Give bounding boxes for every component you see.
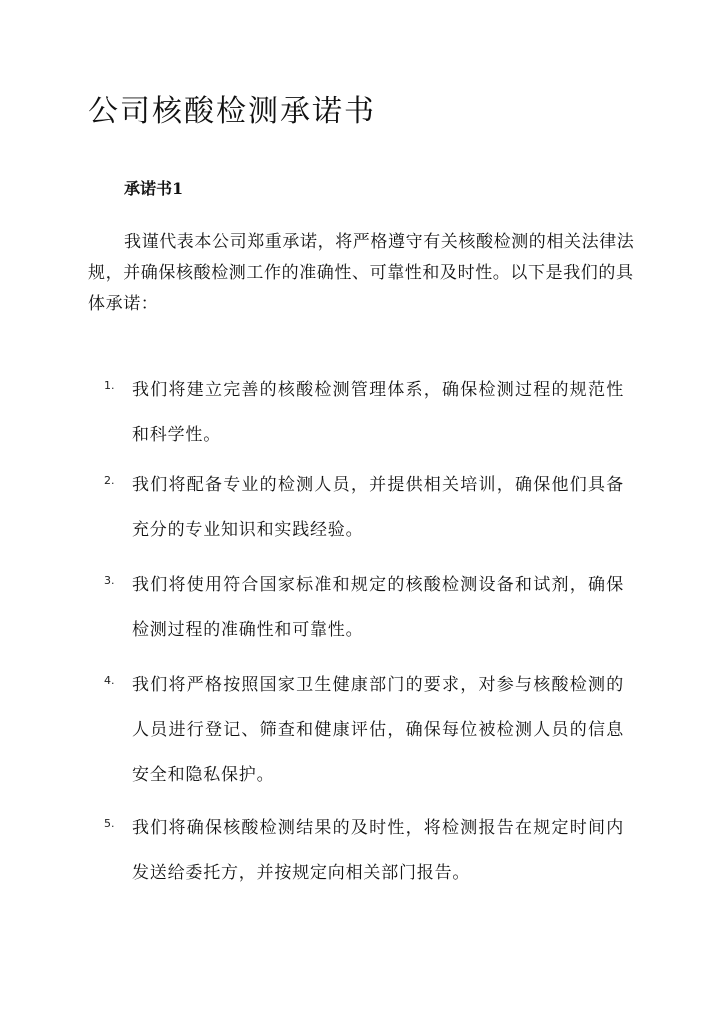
section-heading: 承诺书1: [124, 179, 184, 198]
document-title: 公司核酸检测承诺书: [88, 94, 376, 129]
list-item-text: 我们将配备专业的检测人员，并提供相关培训，确保他们具备充分的专业知识和实践经验。: [132, 475, 624, 540]
list-item-text: 我们将严格按照国家卫生健康部门的要求，对参与核酸检测的人员进行登记、筛查和健康评估，确保每位被检测人员的信息安全和隐私保护。: [132, 675, 624, 785]
list-item-number: 5.: [104, 817, 115, 830]
list-item-number: 4.: [104, 674, 115, 687]
intro-paragraph: 我谨代表本公司郑重承诺，将严格遵守有关核酸检测的相关法律法规，并确保核酸检测工作的准确性、可靠性和及时性。以下是我们的具体承诺：: [88, 232, 635, 314]
list-item-number: 1.: [104, 379, 115, 392]
list-item-text: 我们将使用符合国家标准和规定的核酸检测设备和试剂，确保检测过程的准确性和可靠性。: [132, 575, 624, 640]
list-item-number: 2.: [104, 474, 115, 487]
list-item-number: 3.: [104, 574, 115, 587]
list-item-text: 我们将确保核酸检测结果的及时性，将检测报告在规定时间内发送给委托方，并按规定向相关部门报告。: [132, 818, 624, 883]
list-item-text: 我们将建立完善的核酸检测管理体系，确保检测过程的规范性和科学性。: [132, 380, 624, 445]
